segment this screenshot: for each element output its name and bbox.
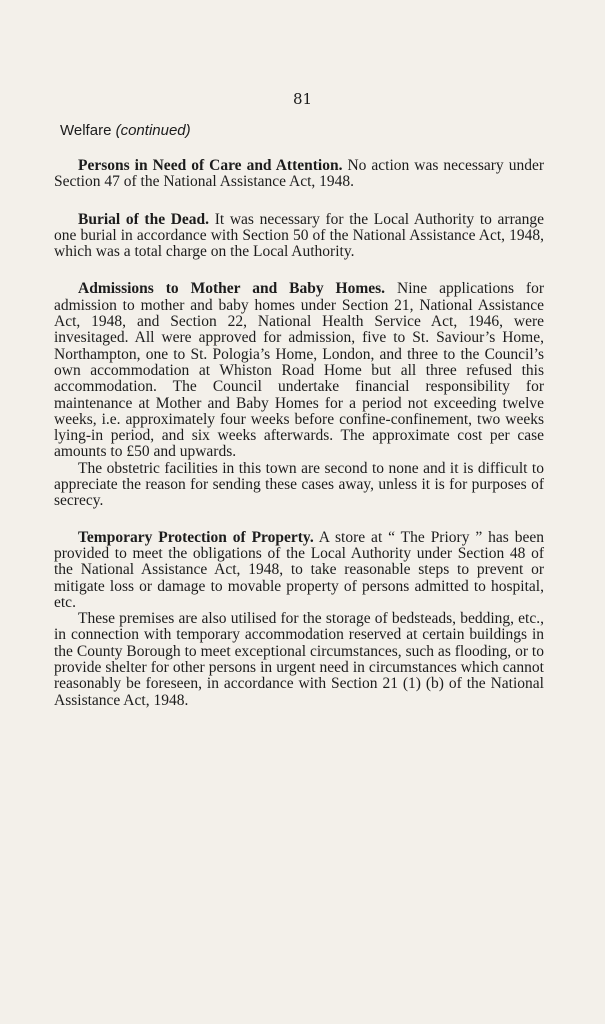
- section-title: Welfare: [60, 122, 112, 139]
- paragraph-heading: Admissions to Mother and Baby Homes.: [78, 280, 386, 298]
- paragraph-text: The obstetric facilities in this town are second to none and it is difficult to appreciate the reason for sending these cases away, unless it is for purposes of secrecy.: [54, 459, 544, 510]
- section-continued: (continued): [115, 122, 191, 139]
- paragraph-heading: Burial of the Dead.: [78, 210, 210, 228]
- paragraph-obstetric-facilities: [54, 461, 544, 510]
- paragraph-temporary-protection: [54, 530, 544, 611]
- paragraph-text: These premises are also utilised for the storage of bedsteads, bedding, etc., in connection with temporary accommodation reserved at certain buildings in the County Borough to meet exceptional circumstances, such as flooding, or to provide shelter for other persons in urgent need in circumstances which cannot reasonably be foreseen, in accordance with Section 21 (1) (b) of the National Assistance Act, 1948.: [54, 610, 544, 709]
- paragraph-mother-baby-homes: [54, 281, 544, 460]
- body-text: [54, 158, 544, 709]
- paragraph-premises-storage: [54, 611, 544, 709]
- paragraph-text: It was necessary for the Local Authority to arrange one burial in accordance with Section 50 of the National Assistance Act, 1948, which was a total charge on the Local Authority.: [54, 210, 544, 261]
- section-heading: [60, 122, 191, 139]
- paragraph-heading: Persons in Need of Care and Attention.: [78, 157, 343, 174]
- paragraph-persons-in-need: [54, 158, 544, 191]
- paragraph-burial: [54, 212, 544, 261]
- paragraph-text: Nine applications for admission to mother and baby homes under Section 21, National Assistance Act, 1948, and Section 22, National Health Service Act, 1946, were invesitaged. All were approved for admission, five to St. Saviour’s Home, Northampton, one to St. Pologia’s Home, London, and three to the Council’s own accommodation at Whiston Road Home but all three refused this accommodation. The Council undertake financial responsibility for maintenance at Mother and Baby Homes for a period not exceeding twelve weeks, i.e. approximately four weeks before confine-confinement, two weeks lying-in period, and six weeks afterwards. The approximate cost per case amounts to £50 and upwards.: [54, 280, 545, 461]
- paragraph-text: No action was necessary under Section 47 of the National Assistance Act, 1948.: [54, 157, 544, 191]
- paragraph-text: A store at “ The Priory ” has been provided to meet the obligations of the Local Authority under Section 48 of the National Assistance Act, 1948, to take reasonable steps to prevent or mitigate loss or damage to movable property of persons admitted to hospital, etc.: [54, 528, 544, 611]
- paragraph-heading: Temporary Protection of Property.: [78, 528, 314, 546]
- page-number: 81: [292, 90, 313, 108]
